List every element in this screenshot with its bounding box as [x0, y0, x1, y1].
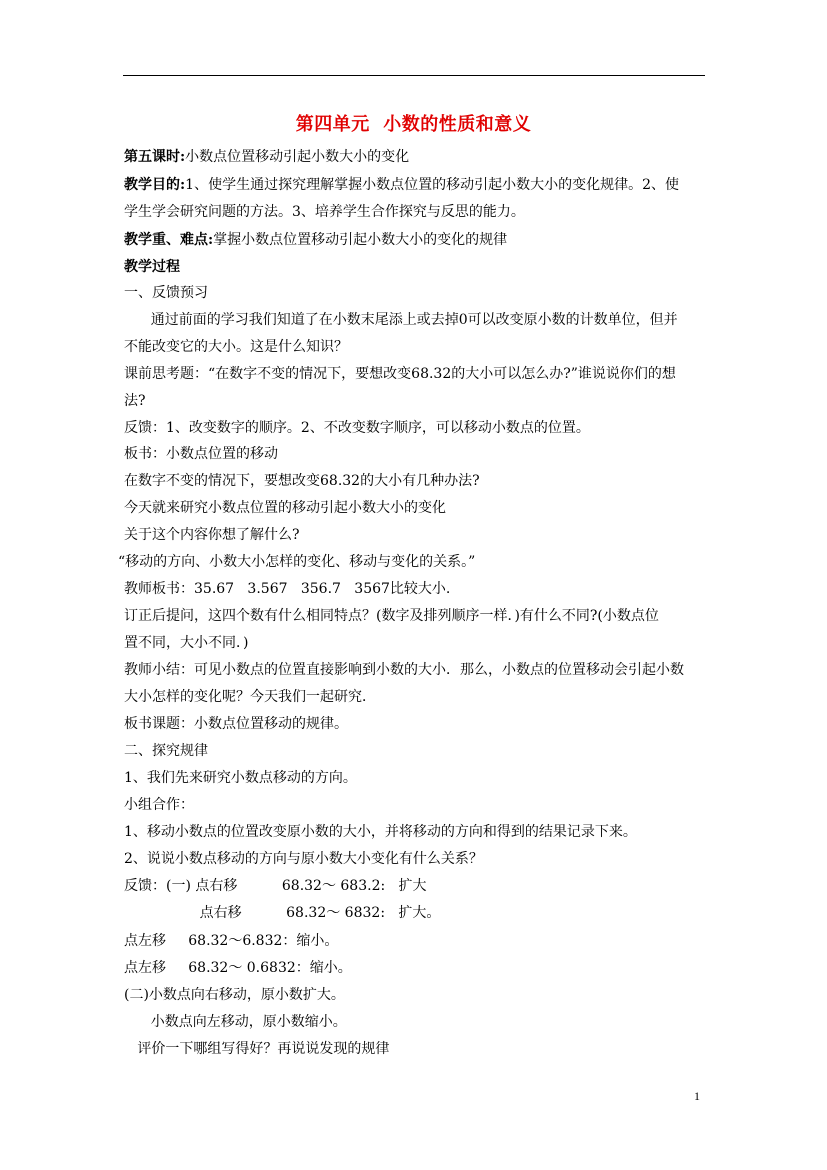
body-line: 小数点向左移动，原小数缩小。: [124, 1014, 347, 1030]
body-line: 在数字不变的情况下，要想改变68.32的大小有几种办法?: [124, 473, 480, 489]
period-text: 小数点位置移动引起小数大小的变化: [185, 149, 410, 165]
body-line: 置不同，大小不同．): [124, 635, 249, 651]
body-line: 今天就来研究小数点位置的移动引起小数大小的变化: [124, 500, 446, 516]
process-heading: 教学过程: [124, 259, 180, 275]
body-line: 反馈：1、改变数字的顺序。2、不改变数字顺序，可以移动小数点的位置。: [124, 420, 590, 436]
body-line: 点右移 68.32～ 6832: 扩大。: [124, 905, 441, 921]
body-line: 法?: [124, 393, 146, 409]
key-points-line: [124, 231, 507, 249]
goal-line-1: [124, 176, 679, 194]
header-rule: [123, 75, 705, 76]
goal-text-1: 1、使学生通过探究理解掌握小数点位置的移动引起小数大小的变化规律。2、使: [185, 177, 679, 193]
body-line: 板书课题：小数点位置移动的规律。: [124, 716, 348, 732]
body-line: 1、移动小数点的位置改变原小数的大小，并将移动的方向和得到的结果记录下来。: [124, 824, 637, 840]
period-label: 第五课时:: [124, 149, 186, 165]
body-line: 点左移 68.32～ 0.6832：缩小。: [124, 960, 352, 976]
body-line: 课前思考题：“在数字不变的情况下，要想改变68.32的大小可以怎么办?”谁说说你们的想: [124, 366, 676, 382]
body-line: 二、探究规律: [124, 743, 208, 759]
key-points-label: 教学重、难点:: [124, 232, 214, 248]
goal-line-2: 学生学会研究问题的方法。3、培养学生合作探究与反思的能力。: [124, 204, 525, 220]
key-points-text: 掌握小数点位置移动引起小数大小的变化的规律: [213, 232, 508, 248]
body-line: 通过前面的学习我们知道了在小数末尾添上或去掉0可以改变原小数的计数单位，但并: [124, 312, 678, 328]
body-line: 订正后提问，这四个数有什么相同特点？(数字及排列顺序一样．)有什么不同?(小数点位: [124, 608, 659, 624]
page-number: 1: [694, 1089, 700, 1103]
body-line: 教师板书：35.67 3.567 356.7 3567比较大小.: [124, 581, 451, 597]
body-line: 一、反馈预习: [124, 285, 208, 301]
body-line: 小组合作：: [124, 797, 194, 813]
body-line: 教师小结：可见小数点的位置直接影响到小数的大小．那么，小数点的位置移动会引起小数: [124, 662, 684, 678]
page-title: 第四单元 小数的性质和意义: [295, 114, 532, 135]
body-line: 关于这个内容你想了解什么?: [124, 527, 300, 543]
body-line: 2、说说小数点移动的方向与原小数大小变化有什么关系？: [124, 851, 483, 867]
body-line: (二)小数点向右移动，原小数扩大。: [124, 987, 345, 1003]
body-line: “移动的方向、小数大小怎样的变化、移动与变化的关系。”: [118, 554, 476, 570]
goal-label: 教学目的:: [124, 177, 186, 193]
body-line: 点左移 68.32～6.832：缩小。: [124, 933, 339, 949]
body-line: 板书：小数点位置的移动: [124, 446, 278, 462]
body-line: 反馈：(一) 点右移 68.32～ 683.2: 扩大: [124, 878, 427, 894]
body-line: 评价一下哪组写得好？再说说发现的规律: [124, 1041, 390, 1057]
lesson-period-line: [124, 148, 409, 166]
body-line: 不能改变它的大小。这是什么知识？: [124, 339, 348, 355]
body-line: 1、我们先来研究小数点移动的方向。: [124, 770, 357, 786]
body-line: 大小怎样的变化呢？今天我们一起研究．: [124, 689, 376, 705]
